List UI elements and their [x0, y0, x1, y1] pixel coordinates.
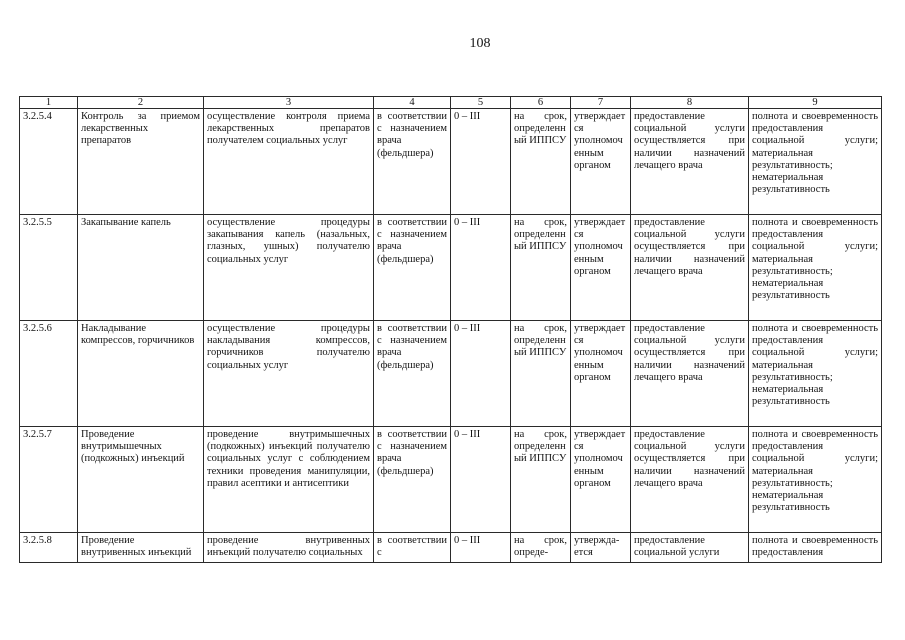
service-content: осуществление процедуры закапывания капель (назальных, глазных, ушных) получателю социальных услуг [204, 215, 374, 321]
service-quality: полнота и своевременность предоставления социальной услуги; материальная результативность; нематериальная результативность [749, 427, 882, 533]
service-cost: утверждается уполномоченным органом [571, 427, 631, 533]
column-header: 9 [749, 97, 882, 109]
service-quality: полнота и своевременность предоставления социальной услуги; материальная результативность; нематериальная результативность [749, 321, 882, 427]
service-period: 0 – III [451, 321, 511, 427]
service-term: на срок, опреде- [511, 533, 571, 563]
table-row [20, 109, 882, 215]
service-term: на срок, определенный ИППСУ [511, 215, 571, 321]
table-row [20, 321, 882, 427]
service-volume: в соответствии с назначением врача (фельдшера) [374, 427, 451, 533]
service-code: 3.2.5.4 [20, 109, 78, 215]
service-code: 3.2.5.5 [20, 215, 78, 321]
column-header: 4 [374, 97, 451, 109]
table-row [20, 215, 882, 321]
service-code: 3.2.5.7 [20, 427, 78, 533]
service-conditions: предоставление социальной услуги осуществляется при наличии назначений лечащего врача [631, 427, 749, 533]
service-conditions: предоставление социальной услуги осуществляется при наличии назначений лечащего врача [631, 215, 749, 321]
service-name: Проведение внутримышечных (подкожных) инъекций [78, 427, 204, 533]
service-volume: в соответствии с назначением врача (фельдшера) [374, 109, 451, 215]
service-content: осуществление процедуры накладывания компрессов, горчичников получателю социальных услуг [204, 321, 374, 427]
service-cost: утверждается уполномоченным органом [571, 215, 631, 321]
column-header: 1 [20, 97, 78, 109]
service-content: проведение внутримышечных (подкожных) инъекций получателю социальных услуг с соблюдением техники проведения манипуляции, правил асептики и антисептики [204, 427, 374, 533]
service-name: Проведение внутривенных инъекций [78, 533, 204, 563]
service-period: 0 – III [451, 427, 511, 533]
column-header: 6 [511, 97, 571, 109]
header-row [20, 97, 882, 109]
column-header: 3 [204, 97, 374, 109]
service-conditions: предоставление социальной услуги [631, 533, 749, 563]
service-term: на срок, определенный ИППСУ [511, 321, 571, 427]
service-cost: утвержда-ется [571, 533, 631, 563]
column-header: 7 [571, 97, 631, 109]
service-name: Контроль за приемом лекарственных препаратов [78, 109, 204, 215]
service-cost: утверждается уполномоченным органом [571, 109, 631, 215]
service-cost: утверждается уполномоченным органом [571, 321, 631, 427]
service-quality: полнота и своевременность предоставления социальной услуги; материальная результативность; нематериальная результативность [749, 109, 882, 215]
service-name: Накладывание компрессов, горчичников [78, 321, 204, 427]
table-row [20, 533, 882, 563]
service-content: осуществление контроля приема лекарственных препаратов получателем социальных услуг [204, 109, 374, 215]
service-name: Закапывание капель [78, 215, 204, 321]
service-content: проведение внутривенных инъекций получателю социальных [204, 533, 374, 563]
service-conditions: предоставление социальной услуги осуществляется при наличии назначений лечащего врача [631, 109, 749, 215]
service-volume: в соответствии с назначением врача (фельдшера) [374, 215, 451, 321]
service-volume: в соответствии с [374, 533, 451, 563]
service-quality: полнота и своевременность предоставления социальной услуги; материальная результативность; нематериальная результативность [749, 215, 882, 321]
service-code: 3.2.5.6 [20, 321, 78, 427]
column-header: 5 [451, 97, 511, 109]
service-volume: в соответствии с назначением врача (фельдшера) [374, 321, 451, 427]
services-table [19, 96, 882, 563]
service-term: на срок, определенный ИППСУ [511, 427, 571, 533]
service-period: 0 – III [451, 109, 511, 215]
service-period: 0 – III [451, 533, 511, 563]
column-header: 2 [78, 97, 204, 109]
column-header: 8 [631, 97, 749, 109]
table-row [20, 427, 882, 533]
service-term: на срок, определенный ИППСУ [511, 109, 571, 215]
page-number: 108 [469, 36, 491, 51]
service-conditions: предоставление социальной услуги осуществляется при наличии назначений лечащего врача [631, 321, 749, 427]
service-code: 3.2.5.8 [20, 533, 78, 563]
service-quality: полнота и своевременность предоставления [749, 533, 882, 563]
service-period: 0 – III [451, 215, 511, 321]
